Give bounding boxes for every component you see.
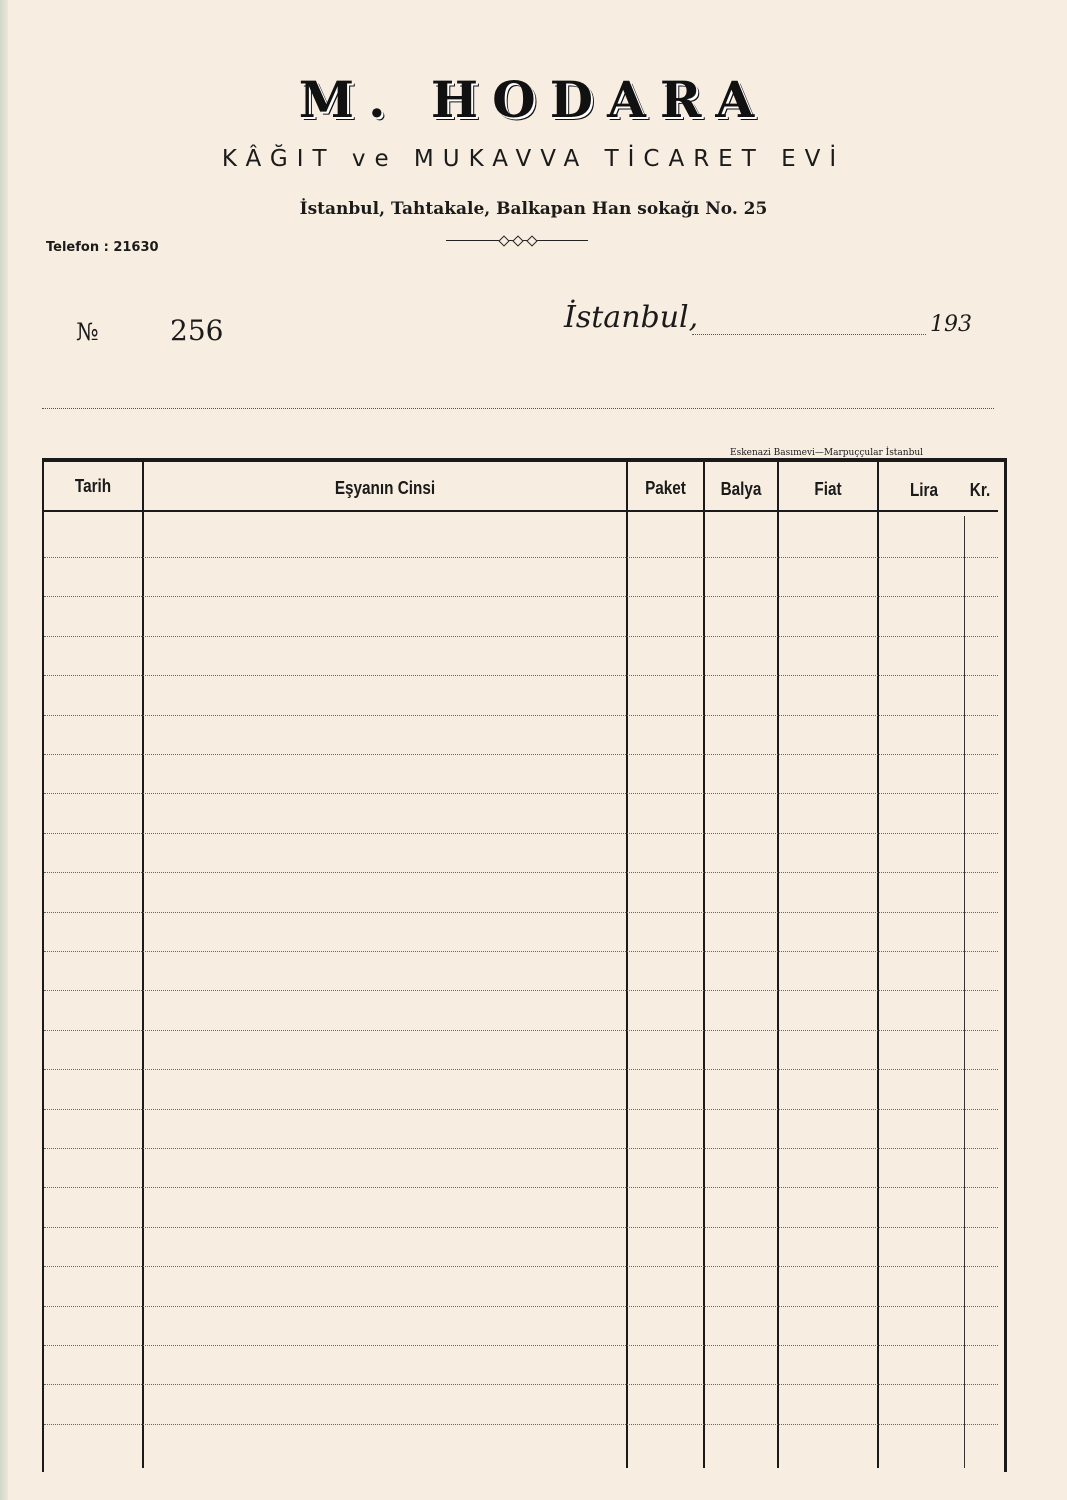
table-row[interactable] [44, 1069, 998, 1070]
header-esyanin-cinsi: Eşyanın Cinsi [334, 478, 436, 498]
table-row[interactable] [44, 675, 998, 676]
ornament-divider [446, 240, 588, 241]
date-field[interactable] [692, 334, 926, 335]
header-paket: Paket [645, 478, 686, 498]
table-row[interactable] [44, 1424, 998, 1425]
table-row[interactable] [44, 557, 998, 558]
table-row[interactable] [44, 833, 998, 834]
header-fiat: Fiat [814, 479, 842, 499]
city-label: İstanbul, [564, 300, 699, 335]
telefon-label: Telefon : 21630 [46, 240, 159, 255]
table-row[interactable] [44, 1384, 998, 1385]
table-row[interactable] [44, 912, 998, 913]
table-row[interactable] [44, 715, 998, 716]
header-separator [44, 510, 998, 512]
column-divider [142, 462, 144, 1468]
company-name: M. HODARA [298, 70, 769, 129]
table-row[interactable] [44, 1148, 998, 1149]
number-symbol: № [76, 318, 99, 346]
table-row[interactable] [44, 596, 998, 597]
column-divider [703, 462, 705, 1468]
invoice-number: 256 [170, 314, 224, 347]
paper-edge [0, 0, 8, 1500]
column-divider [626, 462, 628, 1468]
header-kurus: Kr. [969, 480, 991, 500]
table-row[interactable] [44, 1227, 998, 1228]
table-row[interactable] [44, 1306, 998, 1307]
table-row[interactable] [44, 872, 998, 873]
header-lira: Lira [909, 480, 939, 500]
table-row[interactable] [44, 1030, 998, 1031]
table-row[interactable] [44, 951, 998, 952]
column-divider [777, 462, 779, 1468]
table-row[interactable] [44, 990, 998, 991]
invoice-table [42, 458, 1007, 1472]
table-row[interactable] [44, 1109, 998, 1110]
table-row[interactable] [44, 1345, 998, 1346]
company-address: İstanbul, Tahtakale, Balkapan Han sokağı No. 25 [299, 199, 768, 219]
printer-credit: Eskenazi Basımevi—Marpuççular İstanbul [730, 448, 924, 458]
table-row[interactable] [44, 1187, 998, 1188]
table-row[interactable] [44, 754, 998, 755]
year-prefix: 193 [930, 312, 972, 337]
lira-kurus-divider [964, 516, 965, 1468]
table-row[interactable] [44, 1266, 998, 1267]
table-row[interactable] [44, 793, 998, 794]
business-description: KÂĞIT ve MUKAVVA TİCARET EVİ [221, 146, 846, 172]
header-tarih: Tarih [74, 476, 112, 496]
column-divider [877, 462, 879, 1468]
header-balya: Balya [720, 479, 762, 499]
table-row[interactable] [44, 636, 998, 637]
addressee-line[interactable] [42, 408, 994, 409]
